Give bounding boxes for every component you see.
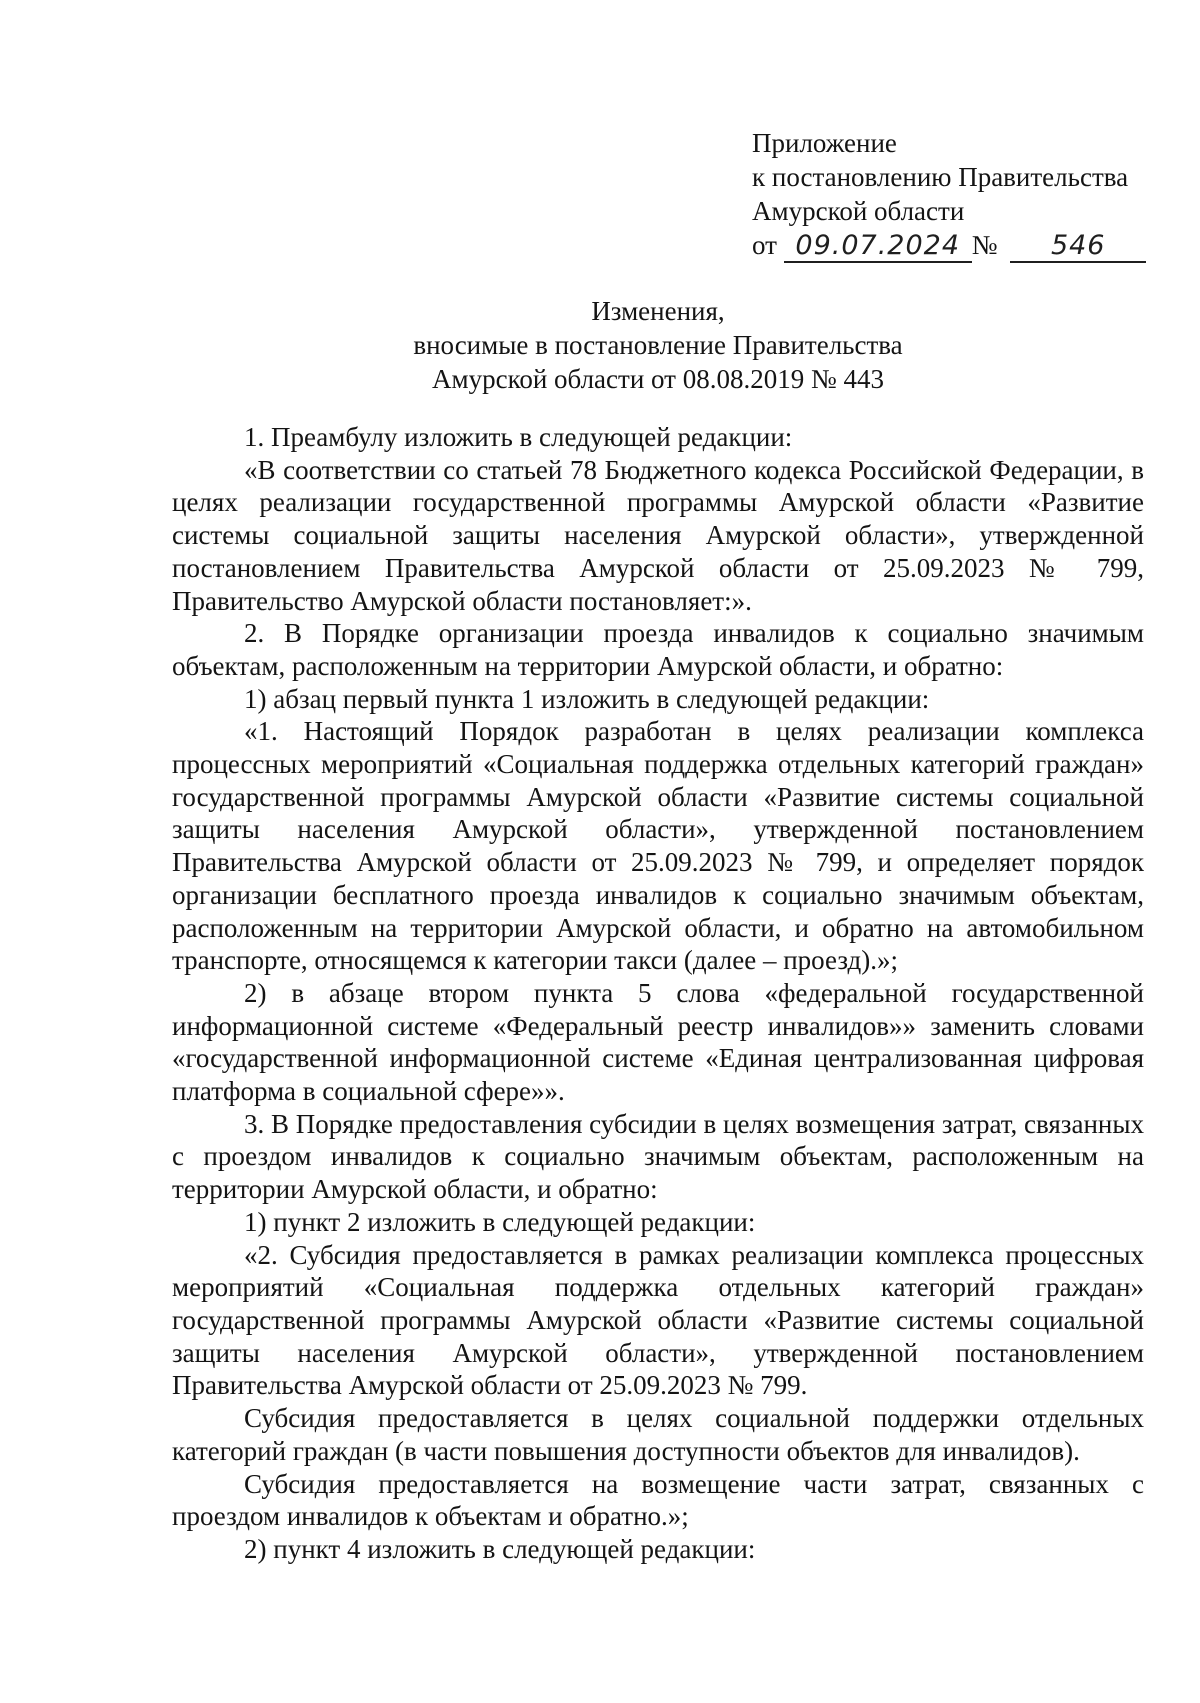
appendix-region: Амурской области [752, 196, 965, 226]
paragraph: «В соответствии со статьей 78 Бюджетного кодекса Российской Федерации, в целях реализации государственной программы Амурской области «Развитие системы социальной защиты населения Амурской области», утвержденной постановлением Правительства Амурской области от 25.09.2023 № 799, Правительство Амурской области постановляет:». [172, 454, 1144, 616]
paragraph: «1. Настоящий Порядок разработан в целях реализации комплекса процессных мероприятий «Социальная поддержка отдельных категорий граждан» государственной программы Амурской области «Развитие системы социальной защиты населения Амурской области», утвержденной постановлением Правительства Амурской области от 25.09.2023 № 799, и определяет порядок организации бесплатного проезда инвалидов к социально значимым объектам, расположенным на территории Амурской области, и обратно на автомобильном транспорте, относящемся к категории такси (далее – проезд).»; [172, 716, 1144, 976]
paragraph: 3. В Порядке предоставления субсидии в целях возмещения затрат, связанных с проездом инвалидов к социально значимым объектам, расположенным на территории Амурской области, и обратно: [172, 1108, 1144, 1205]
paragraph: 2) пункт 4 изложить в следующей редакции: [244, 1533, 756, 1564]
paragraph: «2. Субсидия предоставляется в рамках реализации комплекса процессных мероприятий «Социальная поддержка отдельных категорий граждан» государственной программы Амурской области «Развитие системы социальной защиты населения Амурской области», утвержденной постановлением Правительства Амурской области от 25.09.2023 № 799. [172, 1239, 1144, 1401]
paragraph: 2. В Порядке организации проезда инвалидов к социально значимым объектам, расположенным на территории Амурской области, и обратно: [172, 618, 1144, 681]
number-sign: № [971, 230, 998, 260]
handwritten-number: 546 [1010, 231, 1146, 263]
paragraph: 1. Преамбулу изложить в следующей редакции: [244, 422, 793, 452]
paragraph: Субсидия предоставляется в целях социальной поддержки отдельных категорий граждан (в части повышения доступности объектов для инвалидов). [172, 1403, 1144, 1466]
handwritten-date: 09.07.2024 [784, 231, 972, 263]
heading-subtitle: вносимые в постановление Правительства [413, 330, 903, 360]
paragraph: Субсидия предоставляется на возмещение части затрат, связанных с проездом инвалидов к объектам и обратно.»; [172, 1468, 1144, 1532]
date-prefix: от [752, 230, 777, 260]
paragraph: 2) в абзаце втором пункта 5 слова «федеральной государственной информационной системе «Федеральный реестр инвалидов»» заменить словами «государственной информационной системе «Единая централизованная цифровая платформа в социальной сфере»». [172, 977, 1144, 1107]
heading-reference: Амурской области от 08.08.2019 № 443 [432, 364, 884, 394]
document-heading [172, 294, 1144, 396]
appendix-date-row [752, 228, 1172, 263]
appendix-title: Приложение [752, 128, 897, 158]
appendix-block [752, 126, 1172, 263]
appendix-reference: к постановлению Правительства [752, 162, 1129, 192]
heading-title: Изменения, [591, 296, 725, 326]
paragraph: 1) пункт 2 изложить в следующей редакции: [244, 1206, 756, 1237]
paragraph: 1) абзац первый пункта 1 изложить в следующей редакции: [244, 683, 930, 714]
document-body [172, 421, 1144, 1566]
